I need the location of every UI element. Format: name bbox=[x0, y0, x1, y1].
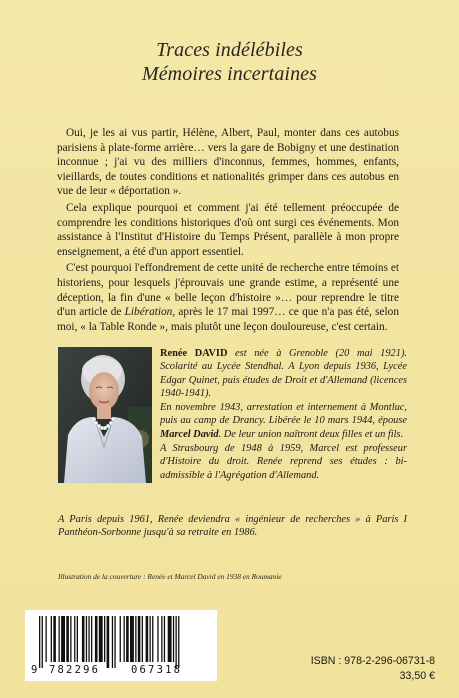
isbn: ISBN : 978-2-296-06731-8 bbox=[310, 655, 435, 667]
barcode-bar bbox=[138, 616, 141, 662]
bio-paragraph-1 bbox=[160, 347, 407, 400]
barcode-bar bbox=[173, 616, 174, 662]
barcode-bar bbox=[161, 616, 162, 662]
barcode-bar bbox=[70, 616, 71, 662]
author-name: Renée DAVID bbox=[160, 348, 228, 359]
barcode-bar bbox=[107, 616, 110, 668]
bio-husband-name: Marcel David bbox=[160, 428, 219, 440]
barcode-bar bbox=[82, 616, 85, 662]
barcode-bar bbox=[150, 616, 151, 662]
bio-p1-text: est née à Grenoble (20 mai 1921). Scolarité au Lycée Stendhal. A Lyon depuis 1936, Lycée Edgar Quinet, puis études de Droit et d'Allemand (licences 1940-1941). bbox=[160, 348, 407, 399]
barcode-bar bbox=[126, 616, 129, 662]
barcode-bar bbox=[114, 616, 115, 668]
bio-p2-start: En novembre 1943, arrestation et internement à Montluc, puis au camp de Drancy. Libérée le 10 mars 1944, épouse bbox=[160, 402, 407, 427]
barcode-bar bbox=[168, 616, 172, 662]
barcode-bar bbox=[86, 616, 87, 662]
blurb-p3-newspaper: Libération bbox=[124, 306, 173, 319]
barcode bbox=[25, 610, 217, 681]
barcode-lead-digit: 9 bbox=[31, 664, 38, 676]
title-line-2: Mémoires incertaines bbox=[141, 63, 318, 85]
barcode-bar bbox=[74, 616, 75, 662]
bio-paragraph-4: A Paris depuis 1961, Renée deviendra « ingénieur de recherches » à Paris I Panthéon-Sorbonne jusqu'à sa retraite en 1986. bbox=[58, 514, 407, 539]
barcode-bar bbox=[112, 616, 113, 668]
barcode-bar bbox=[176, 616, 177, 668]
barcode-bar bbox=[130, 616, 134, 662]
blurb bbox=[57, 126, 399, 334]
author-biography bbox=[160, 347, 407, 482]
barcode-bar bbox=[178, 616, 179, 668]
barcode-bar bbox=[157, 616, 158, 662]
barcode-bar bbox=[51, 616, 52, 662]
bio-paragraph-3: A Strasbourg de 1948 à 1959, Marcel est professeur d'Histoire du droit. Renée reprend ses études : bi-admissible à l'Agrégation d'Allemand. bbox=[160, 443, 407, 481]
barcode-bar bbox=[66, 616, 69, 662]
barcode-bars bbox=[39, 616, 205, 668]
barcode-bar bbox=[61, 616, 65, 662]
blurb-p3-end: , après le 17 mai 1997… ce que n'a pas été, selon moi, « la Table Ronde », mais plutôt une leçon douloureuse, c'est certain. bbox=[57, 306, 399, 333]
book-title bbox=[0, 38, 459, 86]
blurb-paragraph-1: Oui, je les ai vus partir, Hélène, Albert, Paul, monter dans ces autobus parisiens à plate-forme arrière… vers la gare de Bobigny et une destination inconnue ; j'ai vu des milliers d'inconnus, femmes, hommes, enfants, vieillards, de toutes conditions et nationalités grimper dans ces autobus en vue de leur « déportation ». bbox=[57, 127, 399, 198]
author-portrait-photo bbox=[58, 347, 152, 483]
barcode-bar bbox=[142, 616, 143, 662]
barcode-bar bbox=[77, 616, 78, 662]
barcode-bar bbox=[91, 616, 92, 662]
barcode-bar bbox=[104, 616, 105, 662]
barcode-bar bbox=[164, 616, 165, 662]
barcode-bar bbox=[124, 616, 125, 662]
barcode-bar bbox=[53, 616, 56, 662]
barcode-bar bbox=[120, 616, 121, 662]
barcode-bar bbox=[152, 616, 153, 662]
barcode-group-1: 782296 bbox=[49, 664, 101, 676]
barcode-group-2: 067318 bbox=[131, 664, 183, 676]
barcode-bar bbox=[146, 616, 149, 662]
title-line-1: Traces indélébiles bbox=[156, 39, 303, 61]
barcode-bar bbox=[99, 616, 103, 662]
barcode-bar bbox=[59, 616, 60, 662]
barcode-bar bbox=[39, 616, 40, 668]
bio-p2-end: . De leur union naîtront deux filles et un fils. bbox=[218, 428, 404, 440]
price: 33,50 € bbox=[399, 670, 435, 682]
barcode-bar bbox=[88, 616, 89, 662]
cover-illustration-caption: Illustration de la couverture : Renée et Marcel David en 1938 en Roumanie bbox=[58, 572, 282, 581]
blurb-p3-start: C'est pourquoi l'effondrement de cette unité de recherche entre témoins et historiens, pour lesquels j'éprouvais une grande estime, a représenté une déception, la fin d'une « belle leçon d'histoire »… pour reprendre le titre d'un article de bbox=[57, 262, 399, 319]
blurb-paragraph-3 bbox=[57, 261, 399, 334]
barcode-bar bbox=[95, 616, 98, 662]
barcode-bar bbox=[135, 616, 136, 662]
barcode-bar bbox=[46, 616, 47, 662]
barcode-bar bbox=[42, 616, 43, 668]
bio-paragraph-2 bbox=[160, 401, 407, 441]
blurb-paragraph-2: Cela explique pourquoi et comment j'ai été tellement préoccupée de comprendre les conditions historiques d'où ont surgi ces événements. Mon assistance à l'Institut d'Histoire du Temps Présent, parallèle à mon propre enseignement, a été d'un apport essentiel. bbox=[57, 201, 399, 258]
